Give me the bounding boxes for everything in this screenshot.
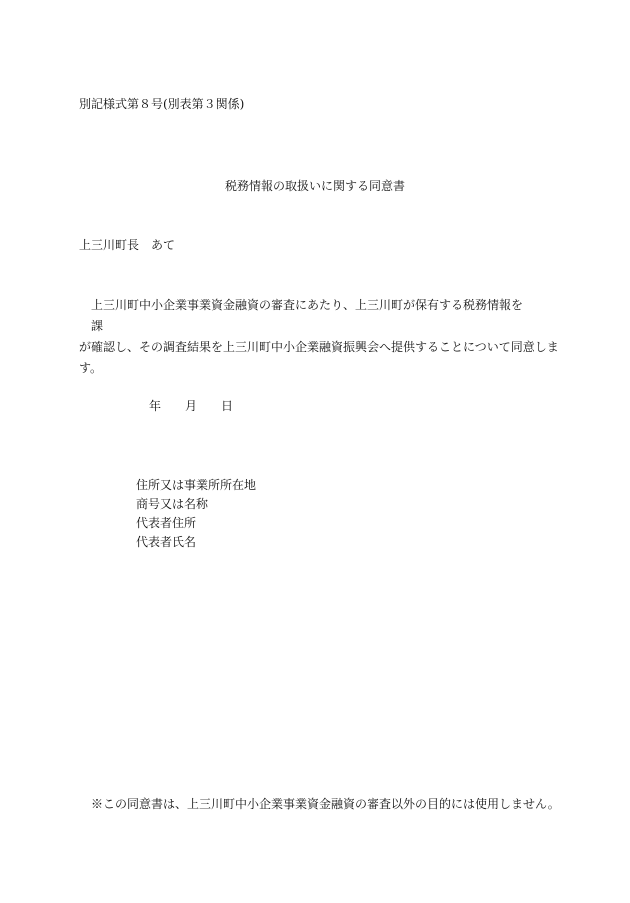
day-label: 日 xyxy=(221,399,234,413)
year-label: 年 xyxy=(149,399,162,413)
consent-paragraph xyxy=(79,295,559,379)
paragraph-line-2: が確認し、その調査結果を上三川町中小企業融資振興会へ提供することについて同意しま xyxy=(79,340,559,354)
field-representative-address-label: 代表者住所 xyxy=(136,516,197,530)
month-label: 月 xyxy=(185,399,198,413)
form-number: 別記様式第８号(別表第３関係) xyxy=(79,97,245,111)
department-suffix: 課 xyxy=(91,319,104,333)
paragraph-line-3: す。 xyxy=(79,361,103,375)
footnote: ※この同意書は、上三川町中小企業事業資金融資の審査以外の目的には使用しません。 xyxy=(91,797,560,811)
field-address-label: 住所又は事業所所在地 xyxy=(136,478,257,492)
field-representative-name-label: 代表者氏名 xyxy=(136,535,197,549)
date-line xyxy=(149,397,233,415)
paragraph-line-1 xyxy=(79,295,549,337)
field-trade-name-label: 商号又は名称 xyxy=(136,497,209,511)
paragraph-line-1-text: 上三川町中小企業事業資金融資の審査にあたり、上三川町が保有する税務情報を xyxy=(91,298,524,312)
document-title: 税務情報の取扱いに関する同意書 xyxy=(224,179,405,193)
addressee: 上三川町長 あて xyxy=(79,238,176,252)
